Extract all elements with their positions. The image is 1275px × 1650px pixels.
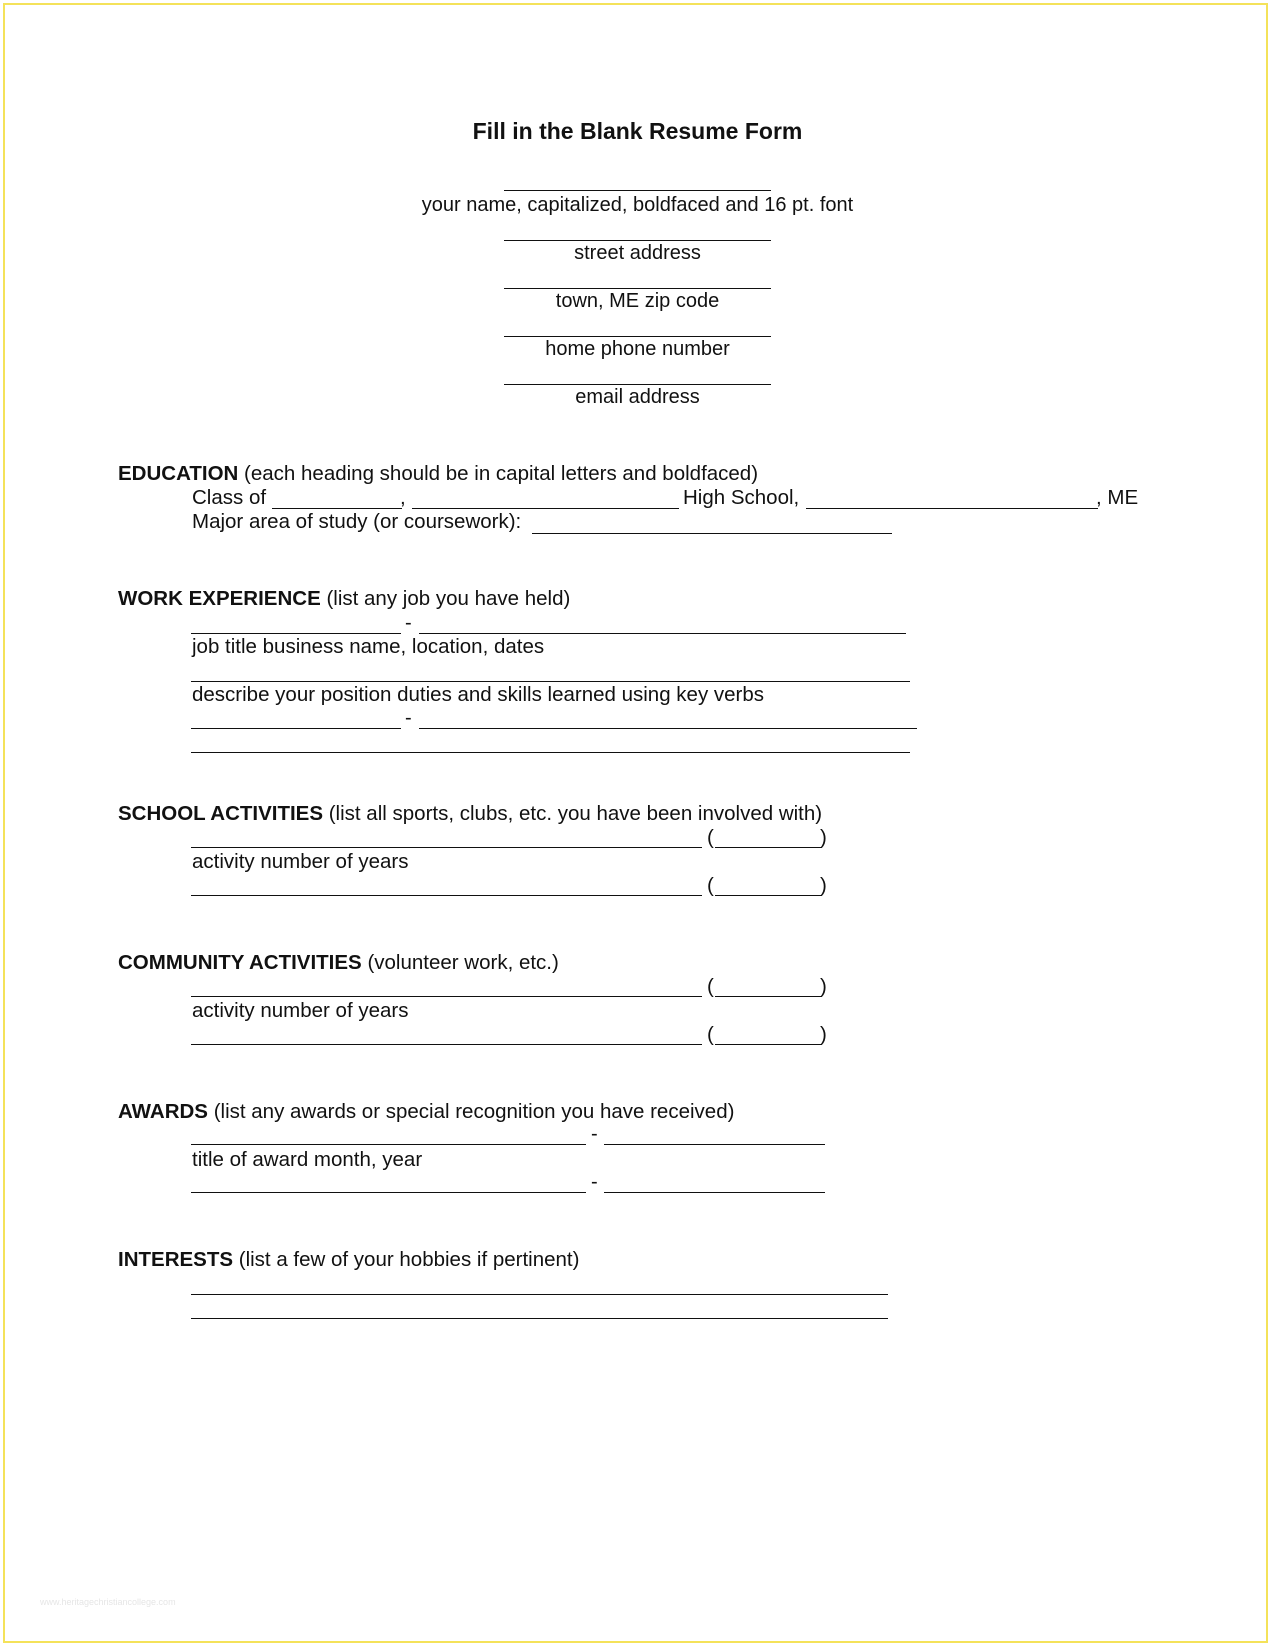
community-heading: COMMUNITY ACTIVITIES xyxy=(118,951,362,974)
name-blank[interactable] xyxy=(504,190,771,191)
street-caption: street address xyxy=(574,242,701,264)
close-paren-2: ) xyxy=(820,874,827,897)
open-paren-4: ( xyxy=(707,1023,714,1046)
award-date-blank-2[interactable] xyxy=(604,1192,825,1193)
duties-blank-2[interactable] xyxy=(191,752,910,753)
award-date-blank-1[interactable] xyxy=(604,1144,825,1145)
class-of-label: Class of xyxy=(192,486,267,509)
work-heading-row xyxy=(118,587,570,611)
school-years-blank-2[interactable] xyxy=(715,895,822,896)
community-heading-row xyxy=(118,951,559,975)
awards-caption: title of award month, year xyxy=(192,1148,423,1171)
high-school-label: High School, xyxy=(683,486,800,509)
interests-note: (list a few of your hobbies if pertinent) xyxy=(238,1248,580,1271)
awards-heading: AWARDS xyxy=(118,1100,208,1123)
education-heading: EDUCATION xyxy=(118,462,239,485)
work-note: (list any job you have held) xyxy=(326,587,571,610)
school-heading-row xyxy=(118,802,822,826)
school-caption: activity number of years xyxy=(192,850,409,873)
close-paren-3: ) xyxy=(820,975,827,998)
work-caption-1: job title business name, location, dates xyxy=(192,635,545,658)
name-caption: your name, capitalized, boldfaced and 16 pt. font xyxy=(421,194,854,216)
close-paren-4: ) xyxy=(820,1023,827,1046)
business-blank-1[interactable] xyxy=(419,633,906,634)
work-caption-2: describe your position duties and skills learned using key verbs xyxy=(192,683,765,706)
award-title-blank-1[interactable] xyxy=(191,1144,586,1145)
community-years-blank-1[interactable] xyxy=(715,996,822,997)
school-activity-blank-2[interactable] xyxy=(191,895,702,896)
community-activity-blank-1[interactable] xyxy=(191,996,702,997)
email-blank[interactable] xyxy=(504,384,771,385)
phone-blank[interactable] xyxy=(504,336,771,337)
job-title-blank-2[interactable] xyxy=(191,728,401,729)
community-caption: activity number of years xyxy=(192,999,409,1022)
interests-heading-row xyxy=(118,1248,579,1272)
school-town-blank[interactable] xyxy=(806,508,1098,509)
open-paren-2: ( xyxy=(707,874,714,897)
dash-4: - xyxy=(591,1171,598,1193)
school-name-blank[interactable] xyxy=(412,508,679,509)
interests-blank-1[interactable] xyxy=(191,1294,888,1295)
interests-heading: INTERESTS xyxy=(118,1248,234,1271)
job-title-blank-1[interactable] xyxy=(191,633,401,634)
dash-2: - xyxy=(405,707,412,729)
awards-note: (list any awards or special recognition you have received) xyxy=(213,1100,735,1123)
close-paren-1: ) xyxy=(820,826,827,849)
duties-blank-1[interactable] xyxy=(191,681,910,682)
watermark: www.heritagechristiancollege.com xyxy=(40,1597,176,1607)
major-label: Major area of study (or coursework): xyxy=(192,510,522,533)
community-activity-blank-2[interactable] xyxy=(191,1044,702,1045)
town-blank[interactable] xyxy=(504,288,771,289)
awards-heading-row xyxy=(118,1100,734,1124)
street-blank[interactable] xyxy=(504,240,771,241)
class-year-blank[interactable] xyxy=(272,508,402,509)
award-title-blank-2[interactable] xyxy=(191,1192,586,1193)
school-note: (list all sports, clubs, etc. you have been involved with) xyxy=(328,802,823,825)
document-title: Fill in the Blank Resume Form xyxy=(472,118,803,144)
work-heading: WORK EXPERIENCE xyxy=(118,587,321,610)
open-paren-1: ( xyxy=(707,826,714,849)
school-activity-blank-1[interactable] xyxy=(191,847,702,848)
community-years-blank-2[interactable] xyxy=(715,1044,822,1045)
email-caption: email address xyxy=(575,386,700,408)
phone-caption: home phone number xyxy=(545,338,730,360)
state-label: , ME xyxy=(1096,486,1139,509)
dash-3: - xyxy=(591,1123,598,1145)
business-blank-2[interactable] xyxy=(419,728,917,729)
interests-blank-2[interactable] xyxy=(191,1318,888,1319)
town-caption: town, ME zip code xyxy=(555,290,720,312)
school-years-blank-1[interactable] xyxy=(715,847,822,848)
open-paren-3: ( xyxy=(707,975,714,998)
dash-1: - xyxy=(405,612,412,634)
comma-sep: , xyxy=(400,486,406,509)
education-heading-row xyxy=(118,462,758,486)
education-note: (each heading should be in capital letters and boldfaced) xyxy=(244,462,759,485)
community-note: (volunteer work, etc.) xyxy=(367,951,559,974)
major-blank[interactable] xyxy=(532,533,892,534)
school-heading: SCHOOL ACTIVITIES xyxy=(118,802,324,825)
